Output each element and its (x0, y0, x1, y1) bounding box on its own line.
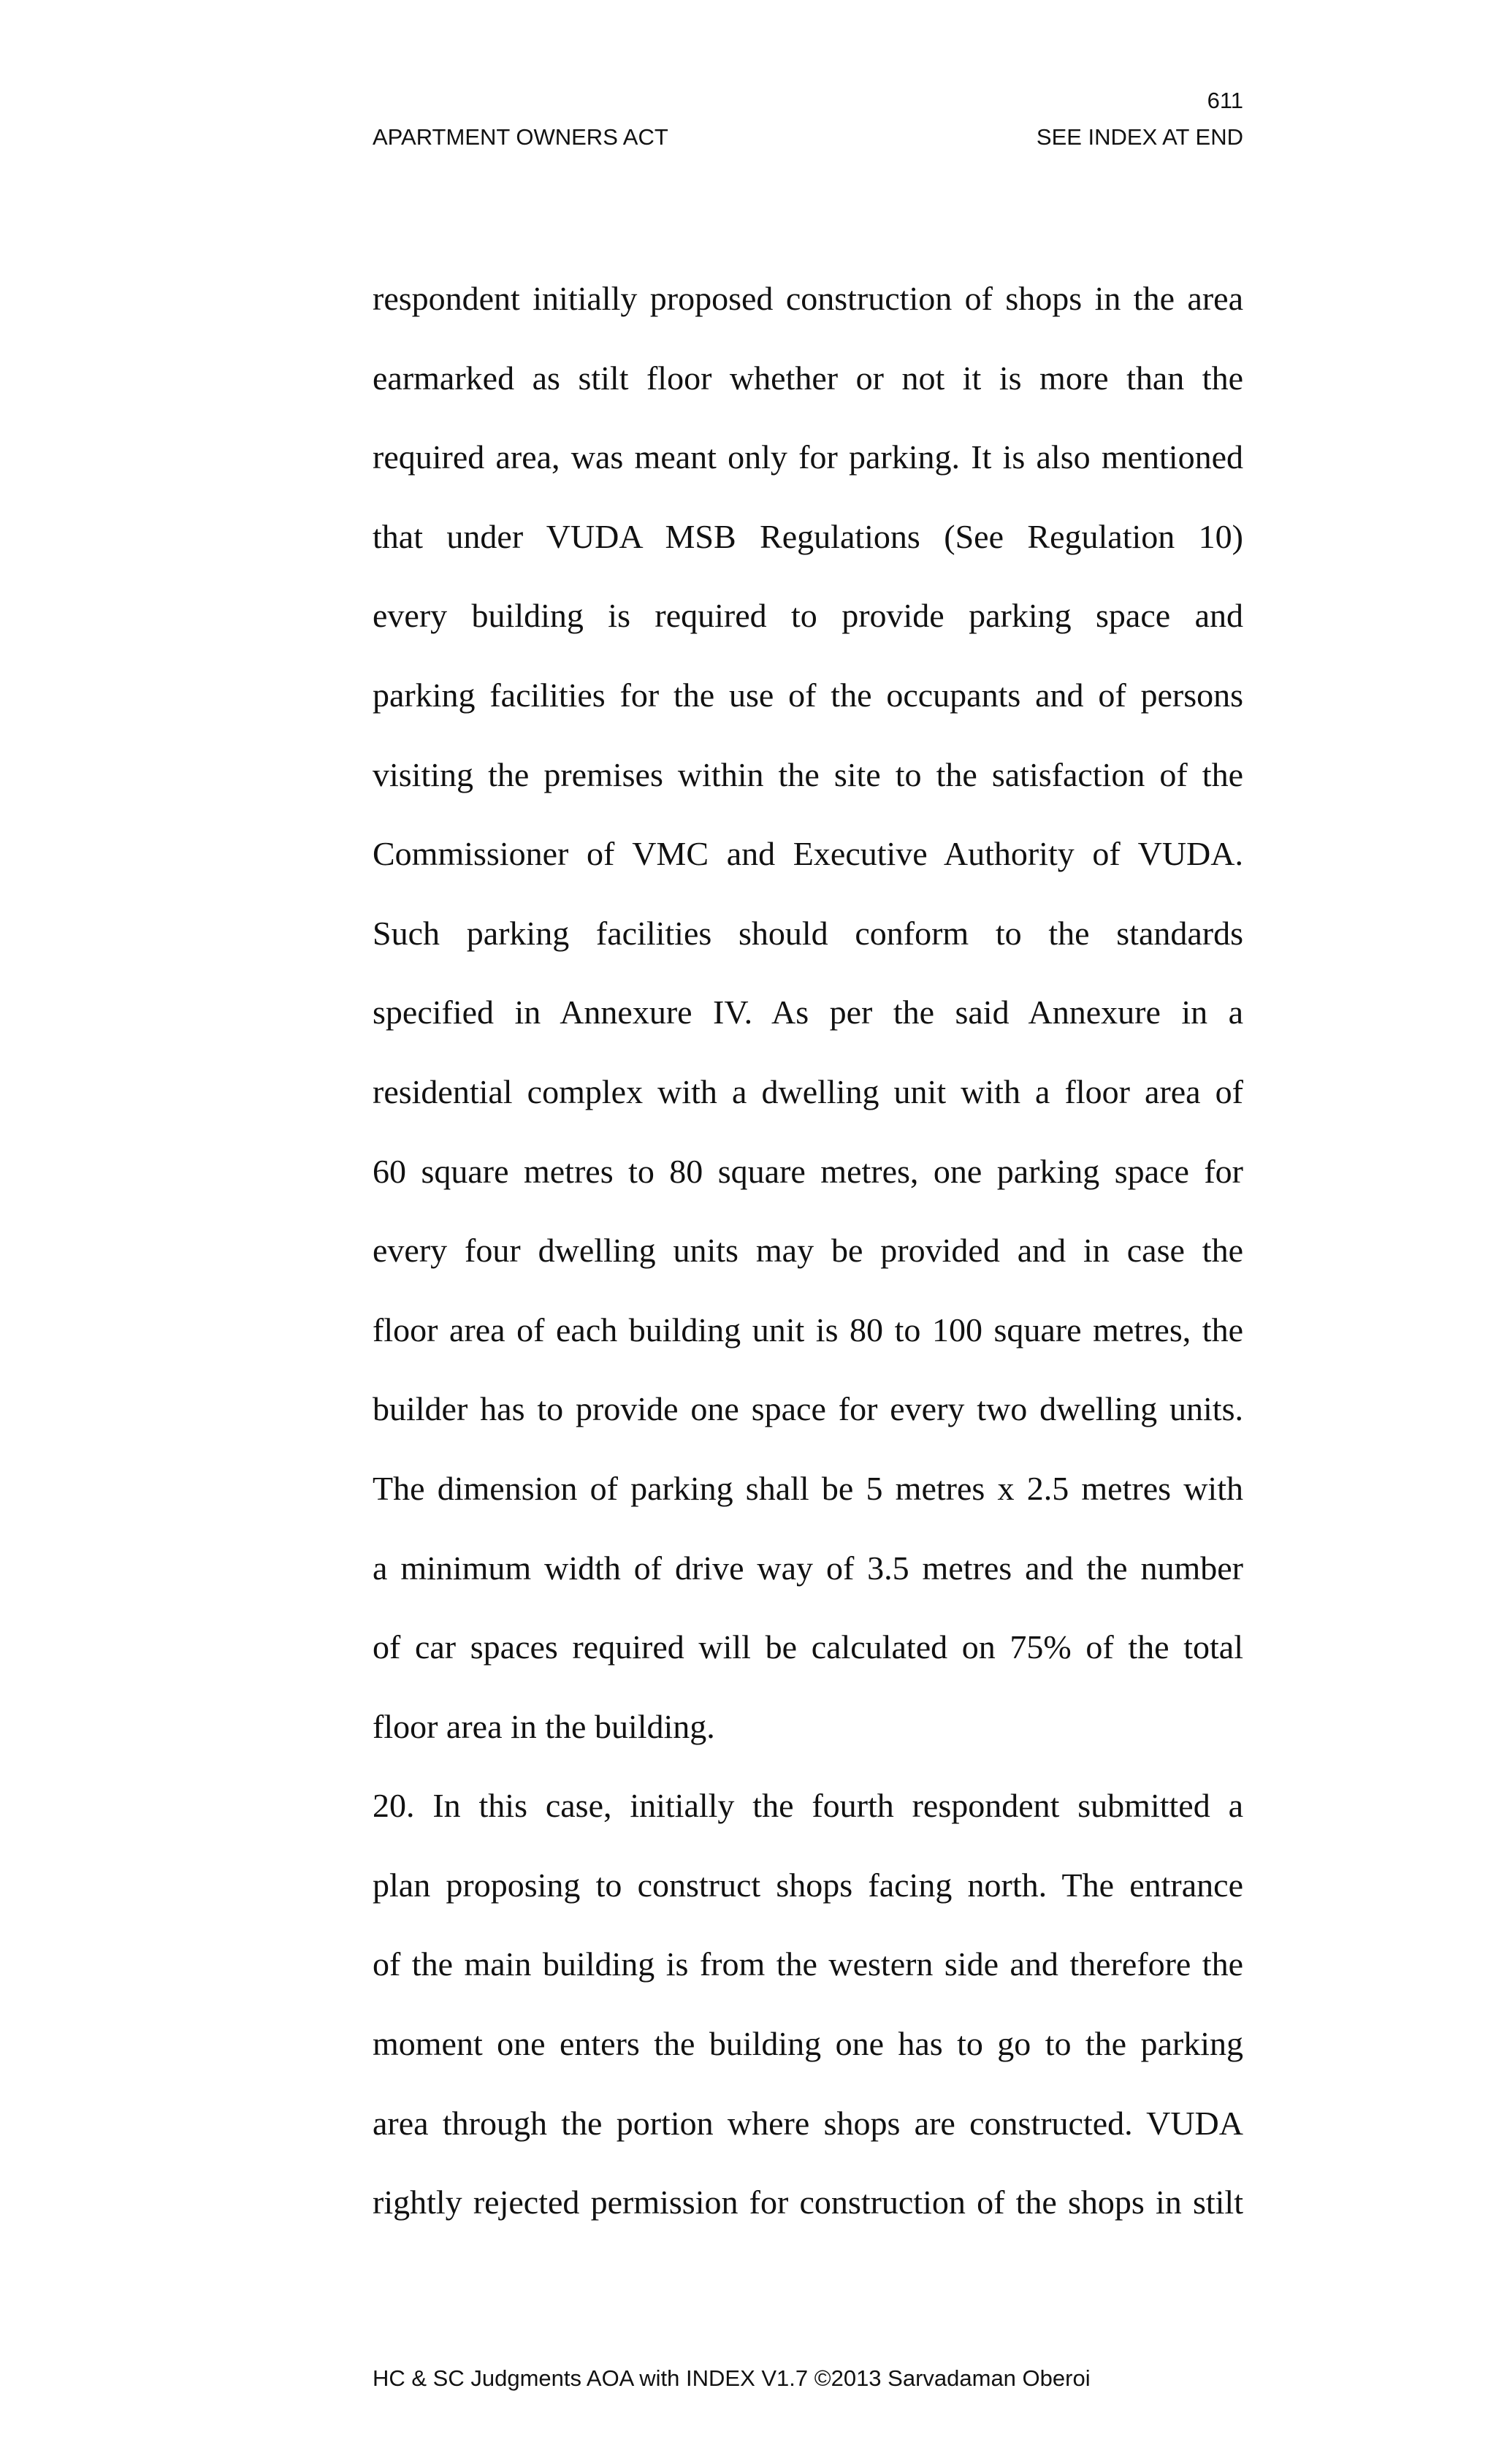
body-line: floor area of each building unit is 80 to 100 square metres, the (373, 1311, 1243, 1349)
body-line: builder has to provide one space for every two dwelling units. (373, 1390, 1243, 1428)
body-line: earmarked as stilt floor whether or not it is more than the (373, 359, 1243, 397)
body-line: that under VUDA MSB Regulations (See Regulation 10) (373, 517, 1243, 555)
body-line: rightly rejected permission for construction of the shops in stilt (373, 2183, 1243, 2221)
body-line: of car spaces required will be calculated on 75% of the total (373, 1628, 1243, 1666)
body-line: a minimum width of drive way of 3.5 metres and the number (373, 1549, 1243, 1587)
body-line: plan proposing to construct shops facing north. The entrance (373, 1866, 1243, 1904)
body-line: required area, was meant only for parking. It is also mentioned (373, 438, 1243, 476)
body-line: The dimension of parking shall be 5 metres x 2.5 metres with (373, 1469, 1243, 1507)
running-header-title: APARTMENT OWNERS ACT (373, 124, 668, 150)
page-footer: HC & SC Judgments AOA with INDEX V1.7 ©2013 Sarvadaman Oberoi (373, 2365, 1091, 2391)
body-line: parking facilities for the use of the occupants and of persons (373, 676, 1243, 714)
body-line: moment one enters the building one has to go to the parking (373, 2025, 1243, 2063)
body-line: of the main building is from the western side and therefore the (373, 1945, 1243, 1983)
body-text (373, 259, 1243, 2243)
body-line: every building is required to provide parking space and (373, 597, 1243, 635)
body-line: every four dwelling units may be provided and in case the (373, 1232, 1243, 1270)
body-line: specified in Annexure IV. As per the said Annexure in a (373, 993, 1243, 1031)
body-line: 20. In this case, initially the fourth respondent submitted a (373, 1787, 1243, 1825)
page-number: 611 (1207, 88, 1243, 113)
body-line: floor area in the building. (373, 1707, 715, 1745)
body-line: visiting the premises within the site to the satisfaction of the (373, 755, 1243, 793)
body-line: residential complex with a dwelling unit with a floor area of (373, 1072, 1243, 1110)
body-line: Such parking facilities should conform to the standards (373, 914, 1243, 952)
body-line: area through the portion where shops are constructed. VUDA (373, 2104, 1243, 2142)
body-line: 60 square metres to 80 square metres, one parking space for (373, 1152, 1243, 1190)
body-line: Commissioner of VMC and Executive Authority of VUDA. (373, 835, 1243, 873)
running-header-index-note: SEE INDEX AT END (1036, 124, 1243, 150)
body-line: respondent initially proposed construction of shops in the area (373, 280, 1243, 317)
